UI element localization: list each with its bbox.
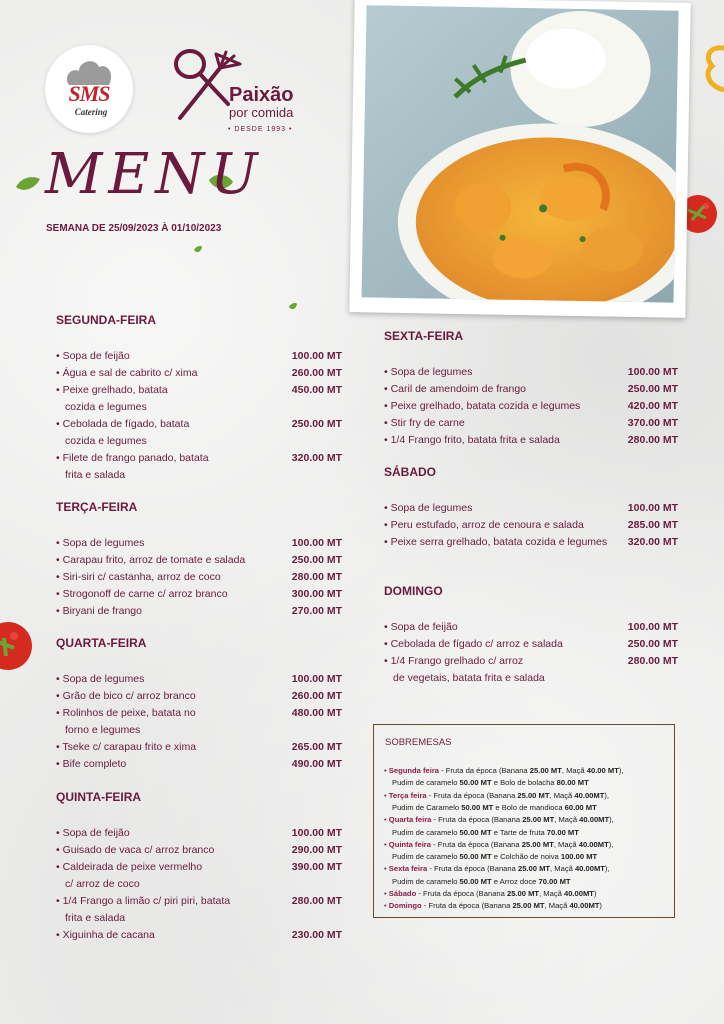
dessert-text: - Fruta da época (Banana bbox=[426, 790, 518, 800]
dessert-line bbox=[384, 765, 674, 777]
dessert-text: 80.00 MT bbox=[556, 778, 589, 788]
food-photo-frame bbox=[349, 0, 690, 318]
menu-item bbox=[384, 619, 678, 636]
day-title: SEXTA-FEIRA bbox=[384, 329, 464, 343]
dessert-text: ), bbox=[618, 766, 624, 775]
menu-item-price: 280.00 MT bbox=[291, 571, 342, 583]
menu-item-price: 265.00 MT bbox=[291, 741, 342, 753]
dessert-text: • bbox=[384, 790, 389, 800]
day-section-terca bbox=[56, 500, 346, 620]
menu-item-price: 490.00 MT bbox=[291, 758, 342, 770]
dessert-line bbox=[384, 863, 674, 875]
day-title: SÁBADO bbox=[384, 465, 437, 479]
dessert-text: 25.00 MT bbox=[522, 815, 555, 825]
dessert-text: • bbox=[384, 839, 389, 849]
dessert-text: Sábado bbox=[388, 889, 417, 898]
dessert-line bbox=[384, 839, 674, 851]
dessert-text: ), bbox=[604, 864, 610, 874]
menu-item-text: frita e salada bbox=[65, 469, 126, 481]
menu-item bbox=[56, 535, 346, 552]
dessert-text: 40.00MT bbox=[574, 864, 605, 874]
dessert-text: 40.00 MT bbox=[586, 766, 619, 775]
dessert-text: 40.00MT bbox=[563, 889, 594, 898]
dessert-text: • bbox=[384, 889, 389, 898]
dessert-text: 50.00 MT bbox=[461, 802, 494, 812]
dessert-text: 25.00 MT bbox=[517, 790, 550, 800]
menu-item bbox=[56, 382, 346, 416]
menu-item-price: 100.00 MT bbox=[291, 537, 342, 549]
day-items bbox=[384, 364, 678, 449]
dessert-line bbox=[384, 802, 682, 814]
dessert-text: 50.00 MT bbox=[459, 852, 492, 862]
dessert-text: 60.00 MT bbox=[564, 802, 597, 812]
sms-catering-logo bbox=[45, 45, 133, 133]
menu-item bbox=[56, 552, 346, 569]
dessert-text: 40.00MT bbox=[578, 839, 609, 849]
dessert-text: 40.00MT bbox=[569, 901, 600, 911]
dessert-text: Pudim de caramelo bbox=[392, 778, 460, 788]
menu-item-text: • Sopa de legumes bbox=[384, 502, 473, 514]
dessert-text: Quinta feira bbox=[388, 839, 431, 849]
menu-item-price: 250.00 MT bbox=[291, 554, 342, 566]
menu-item bbox=[384, 517, 678, 534]
desserts-box bbox=[373, 724, 675, 918]
menu-item-price: 100.00 MT bbox=[627, 366, 678, 378]
leaf-icon bbox=[288, 302, 298, 312]
menu-item-text: • Sopa de legumes bbox=[384, 366, 473, 378]
brand-tagline: por comida bbox=[229, 105, 294, 120]
brand-name: Paixão bbox=[229, 84, 294, 106]
menu-item-text: • 1/4 Frango a limão c/ piri piri, batata bbox=[56, 895, 231, 907]
day-section-sabado bbox=[384, 465, 678, 551]
dessert-text: ), bbox=[604, 790, 609, 800]
menu-item-text: • Strogonoff de carne c/ arroz branco bbox=[56, 588, 228, 600]
desserts-title: SOBREMESAS bbox=[385, 737, 452, 748]
day-title: TERÇA-FEIRA bbox=[56, 500, 138, 514]
dessert-text: Domingo bbox=[388, 901, 422, 911]
menu-item-price: 290.00 MT bbox=[291, 844, 342, 856]
dessert-text: 70.00 MT bbox=[538, 876, 571, 886]
day-items bbox=[56, 825, 346, 944]
dessert-text: • bbox=[384, 864, 389, 874]
menu-item-price: 100.00 MT bbox=[627, 621, 678, 633]
day-section-quinta bbox=[56, 790, 346, 944]
dessert-text: - Fruta da época (Banana bbox=[430, 839, 522, 849]
menu-item-text: • Xiguinha de cacana bbox=[56, 929, 155, 941]
dessert-text: 50.00 MT bbox=[459, 827, 492, 837]
menu-item bbox=[384, 381, 678, 398]
menu-item-text: • Sopa de legumes bbox=[56, 673, 145, 685]
menu-item bbox=[56, 365, 346, 382]
dessert-text: Segunda feira bbox=[388, 766, 439, 775]
menu-item-text: • Caldeirada de peixe vermelho bbox=[56, 861, 203, 873]
menu-item bbox=[384, 398, 678, 415]
menu-item-text: • Caril de amendoim de frango bbox=[384, 383, 527, 395]
day-section-segunda bbox=[56, 313, 346, 484]
menu-item bbox=[56, 586, 346, 603]
dessert-line bbox=[384, 900, 674, 912]
day-items bbox=[56, 348, 346, 484]
dessert-text: , Maçã bbox=[561, 766, 587, 775]
day-items bbox=[384, 500, 678, 551]
leaf-icon bbox=[15, 175, 41, 195]
menu-item-text: • 1/4 Frango frito, batata frita e salada bbox=[384, 434, 560, 446]
menu-item bbox=[384, 653, 678, 687]
menu-item-text: • Carapau frito, arroz de tomate e salada bbox=[56, 554, 246, 566]
dessert-line bbox=[384, 777, 682, 789]
menu-item bbox=[384, 415, 678, 432]
menu-item bbox=[384, 636, 678, 653]
menu-item-price: 420.00 MT bbox=[627, 400, 678, 412]
dessert-text: • bbox=[384, 901, 389, 911]
dessert-text: 50.00 MT bbox=[459, 778, 492, 788]
sms-logo-text: SMS bbox=[68, 81, 110, 106]
menu-item bbox=[56, 671, 346, 688]
day-section-sexta bbox=[384, 329, 678, 449]
menu-item-price: 280.00 MT bbox=[291, 895, 342, 907]
menu-item-price: 320.00 MT bbox=[291, 452, 342, 464]
menu-item-price: 260.00 MT bbox=[291, 367, 342, 379]
menu-item-price: 270.00 MT bbox=[291, 605, 342, 617]
dessert-text: , Maçã bbox=[549, 790, 575, 800]
menu-item-text: • Peixe grelhado, batata bbox=[56, 384, 168, 396]
menu-item-text: • Filete de frango panado, batata bbox=[56, 452, 209, 464]
menu-item-price: 100.00 MT bbox=[291, 827, 342, 839]
day-items bbox=[56, 535, 346, 620]
menu-item bbox=[56, 603, 346, 620]
menu-item-price: 230.00 MT bbox=[291, 929, 342, 941]
dessert-text: , Maçã bbox=[550, 864, 575, 874]
menu-item bbox=[56, 739, 346, 756]
dessert-text: , Maçã bbox=[554, 815, 580, 825]
menu-title: MENU bbox=[45, 142, 264, 207]
dessert-text: 25.00 MT bbox=[512, 901, 545, 911]
menu-item-price: 280.00 MT bbox=[627, 434, 678, 446]
menu-item-price: 450.00 MT bbox=[291, 384, 342, 396]
menu-item-text: forno e legumes bbox=[65, 724, 141, 736]
dessert-text: 25.00 MT bbox=[529, 766, 562, 775]
dessert-text: , Maçã bbox=[539, 889, 564, 898]
menu-item bbox=[56, 927, 346, 944]
dessert-line bbox=[384, 888, 674, 900]
menu-item-text: c/ arroz de coco bbox=[65, 878, 140, 890]
menu-item-text: • Sopa de feijão bbox=[56, 827, 130, 839]
dessert-text: ), bbox=[609, 815, 614, 825]
menu-item bbox=[56, 348, 346, 365]
dessert-line bbox=[384, 790, 674, 802]
dessert-text: Pudim de Caramelo bbox=[392, 802, 462, 812]
day-title: QUINTA-FEIRA bbox=[56, 790, 142, 804]
dessert-text: Terça feira bbox=[388, 790, 427, 800]
dessert-text: 70.00 MT bbox=[546, 827, 579, 837]
dessert-text: e Bolo de bolacha bbox=[491, 778, 557, 788]
menu-item-text: frita e salada bbox=[65, 912, 126, 924]
day-items bbox=[56, 671, 346, 773]
dessert-text: e Bolo de mandioca bbox=[493, 802, 565, 812]
menu-item-text: • Grão de bico c/ arroz branco bbox=[56, 690, 196, 702]
menu-item-price: 260.00 MT bbox=[291, 690, 342, 702]
menu-item-text: • Sopa de feijão bbox=[56, 350, 130, 362]
dessert-line bbox=[384, 851, 682, 863]
day-title: QUARTA-FEIRA bbox=[56, 636, 147, 650]
menu-item-price: 250.00 MT bbox=[627, 383, 678, 395]
dessert-line bbox=[384, 827, 682, 839]
dessert-text: ) bbox=[593, 889, 597, 898]
menu-item-text: • Sopa de feijão bbox=[384, 621, 458, 633]
dessert-line bbox=[384, 814, 674, 826]
menu-item-text: de vegetais, batata frita e salada bbox=[393, 672, 545, 684]
day-title: SEGUNDA-FEIRA bbox=[56, 313, 157, 327]
dessert-text: • bbox=[384, 766, 389, 775]
menu-item-text: • Peru estufado, arroz de cenoura e salada bbox=[384, 519, 584, 531]
menu-item bbox=[56, 859, 346, 893]
dessert-text: - Fruta da época (Banana bbox=[421, 901, 513, 911]
menu-item-text: • Stir fry de carne bbox=[384, 417, 465, 429]
menu-item bbox=[56, 416, 346, 450]
tomato-icon bbox=[0, 620, 34, 672]
menu-item bbox=[56, 825, 346, 842]
menu-item-text: • Guisado de vaca c/ arroz branco bbox=[56, 844, 215, 856]
dessert-text: Sexta feira bbox=[388, 864, 428, 874]
dessert-text: 40.00MT bbox=[574, 790, 605, 800]
pepper-ring-icon bbox=[700, 42, 724, 98]
menu-item bbox=[56, 450, 346, 484]
dessert-text: ) bbox=[599, 901, 602, 911]
menu-item-text: • Bife completo bbox=[56, 758, 127, 770]
brand-since: • DESDE 1993 • bbox=[228, 126, 293, 133]
dessert-text: , Maçã bbox=[553, 839, 579, 849]
menu-item-text: • Sopa de legumes bbox=[56, 537, 145, 549]
menu-item bbox=[56, 688, 346, 705]
menu-item-price: 320.00 MT bbox=[627, 536, 678, 548]
dessert-text: e Arroz doce bbox=[491, 876, 539, 886]
menu-item-price: 480.00 MT bbox=[291, 707, 342, 719]
menu-item-text: • Água e sal de cabrito c/ xima bbox=[56, 367, 198, 379]
menu-item-text: • Tseke c/ carapau frito e xima bbox=[56, 741, 197, 753]
dessert-text: Pudim de caramelo bbox=[392, 827, 460, 837]
dessert-text: - Fruta da época (Banana bbox=[416, 889, 507, 898]
menu-item bbox=[384, 364, 678, 381]
dessert-text: • bbox=[384, 815, 389, 825]
week-range: SEMANA DE 25/09/2023 À 01/10/2023 bbox=[46, 223, 222, 234]
leaf-icon bbox=[193, 245, 203, 255]
menu-item bbox=[56, 756, 346, 773]
menu-item-text: cozida e legumes bbox=[65, 401, 147, 413]
dessert-text: - Fruta da época (Banana bbox=[427, 864, 518, 874]
menu-item bbox=[384, 432, 678, 449]
menu-item-price: 285.00 MT bbox=[627, 519, 678, 531]
menu-item-text: • Rolinhos de peixe, batata no bbox=[56, 707, 196, 719]
dessert-text: 25.00 MT bbox=[506, 889, 540, 898]
dessert-text: Quarta feira bbox=[388, 815, 432, 825]
menu-item bbox=[56, 842, 346, 859]
dessert-text: 50.00 MT bbox=[459, 876, 492, 886]
dessert-text: 40.00MT bbox=[579, 815, 610, 825]
menu-item bbox=[384, 534, 678, 551]
dessert-text: e Colchão de noiva bbox=[491, 852, 561, 862]
dessert-text: - Fruta da época (Banana bbox=[439, 766, 530, 775]
menu-item-price: 100.00 MT bbox=[627, 502, 678, 514]
menu-item-price: 390.00 MT bbox=[291, 861, 342, 873]
menu-item-text: cozida e legumes bbox=[65, 435, 147, 447]
menu-item bbox=[56, 705, 346, 739]
dessert-text: Pudim de caramelo bbox=[392, 852, 460, 862]
day-section-quarta bbox=[56, 636, 346, 773]
menu-item-price: 100.00 MT bbox=[291, 673, 342, 685]
menu-item-price: 300.00 MT bbox=[291, 588, 342, 600]
dessert-text: , Maçã bbox=[544, 901, 570, 911]
shrimp-curry-photo bbox=[362, 5, 679, 302]
day-items bbox=[384, 619, 678, 687]
day-title: DOMINGO bbox=[384, 584, 443, 598]
menu-item-price: 100.00 MT bbox=[291, 350, 342, 362]
menu-item-price: 370.00 MT bbox=[627, 417, 678, 429]
menu-item bbox=[56, 893, 346, 927]
dessert-text: - Fruta da época (Banana bbox=[431, 815, 523, 825]
dessert-text: Pudim de caramelo bbox=[392, 876, 460, 886]
menu-item bbox=[56, 569, 346, 586]
dessert-text: e Tarte de fruta bbox=[491, 827, 547, 837]
dessert-text: 100.00 MT bbox=[560, 852, 598, 862]
menu-item-price: 250.00 MT bbox=[291, 418, 342, 430]
day-section-domingo bbox=[384, 584, 678, 687]
menu-item-text: • Siri-siri c/ castanha, arroz de coco bbox=[56, 571, 221, 583]
menu-item-text: • Biryani de frango bbox=[56, 605, 142, 617]
menu-item-price: 280.00 MT bbox=[627, 655, 678, 667]
dessert-text: 25.00 MT bbox=[517, 864, 551, 874]
menu-item-text: • Peixe serra grelhado, batata cozida e legumes bbox=[384, 536, 608, 548]
dessert-text: ), bbox=[608, 839, 614, 849]
menu-item-text: • Cebolada de fígado c/ arroz e salada bbox=[384, 638, 563, 650]
menu-item-text: • Peixe grelhado, batata cozida e legumes bbox=[384, 400, 581, 412]
menu-item bbox=[384, 500, 678, 517]
dessert-text: 25.00 MT bbox=[521, 839, 554, 849]
menu-item-text: • 1/4 Frango grelhado c/ arroz bbox=[384, 655, 524, 667]
dessert-line bbox=[384, 876, 682, 888]
menu-item-text: • Cebolada de fígado, batata bbox=[56, 418, 190, 430]
sms-logo-subtitle: Catering bbox=[74, 107, 108, 117]
menu-item-price: 250.00 MT bbox=[627, 638, 678, 650]
